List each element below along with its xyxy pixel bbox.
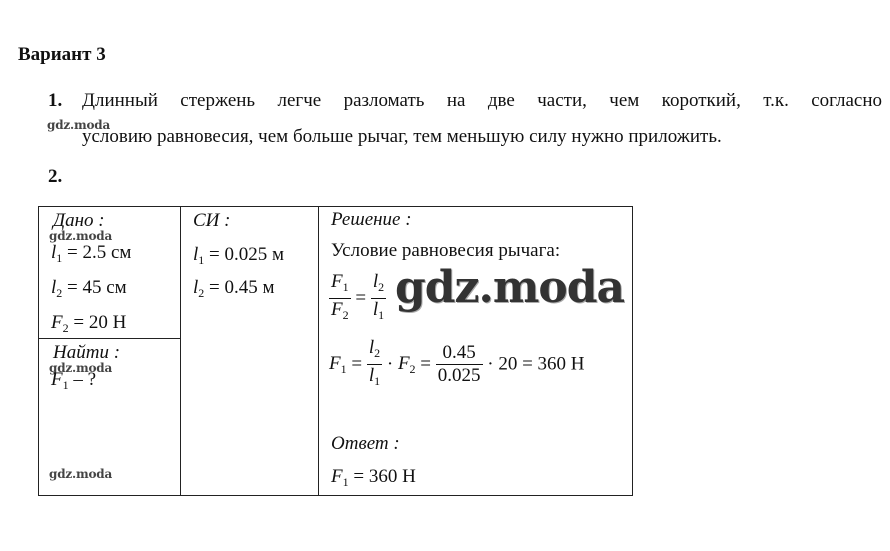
fraction-l2-l1: $\frac{l_2}{l_1}$ [368,337,381,388]
find-cell [39,339,181,496]
fraction-numeric: $\frac{0.45}{0.025}$ [437,342,481,386]
si-heading: СИ : [193,210,231,231]
watermark-small: gdz.moda [49,229,113,243]
given-l1: $l_1 = 2.5$ см [51,242,132,265]
answer-heading: Ответ : [331,433,400,454]
equation-ratio: $\frac{F_1}{F_2}$ = $\frac{l_2}{l_1}$ [329,271,386,326]
find-heading: Найти : [53,342,121,363]
equilibrium-condition-text: Условие равновесия рычага: [331,240,561,261]
solution-table [38,206,633,496]
given-cell [39,207,181,339]
equation-calculation: $F_1$ = $\frac{l_2}{l_1}$ · $F_2$ = $\frac{0.45}{0.025}$ · 20 = 360 Н [329,337,585,392]
find-f1: $F_1$ – ? [51,369,97,392]
page-title: Вариант 3 [18,44,106,65]
problem-1-number: 1. [48,90,63,111]
given-l2: $l_2 = 45$ см [51,277,127,300]
answer-value: $F_1 = 360$ Н [331,466,416,489]
fraction-lengths: $\frac{l_2}{l_1}$ [372,271,385,322]
watermark-small: gdz.moda [47,118,111,132]
problem-1-text-line-1: Длинный стержень легче разломать на две части, чем короткий, т.к. согласно [82,90,882,111]
si-cell [181,207,319,496]
fraction-forces: $\frac{F_1}{F_2}$ [331,271,349,322]
si-l2: $l_2 = 0.45$ м [193,277,275,300]
problem-2-number: 2. [48,166,63,187]
si-l1: $l_1 = 0.025$ м [193,244,285,267]
watermark-small: gdz.moda [49,361,113,375]
solution-heading: Решение : [331,209,412,230]
watermark-large: gdz.moda [395,262,625,313]
problem-1-text-line-2: условию равновесия, чем больше рычаг, тем меньшую силу нужно приложить. [82,126,722,147]
given-f2: $F_2 = 20$ Н [51,312,127,335]
given-heading: Дано : [53,210,105,231]
watermark-small: gdz.moda [49,467,113,481]
solution-cell [319,207,633,496]
